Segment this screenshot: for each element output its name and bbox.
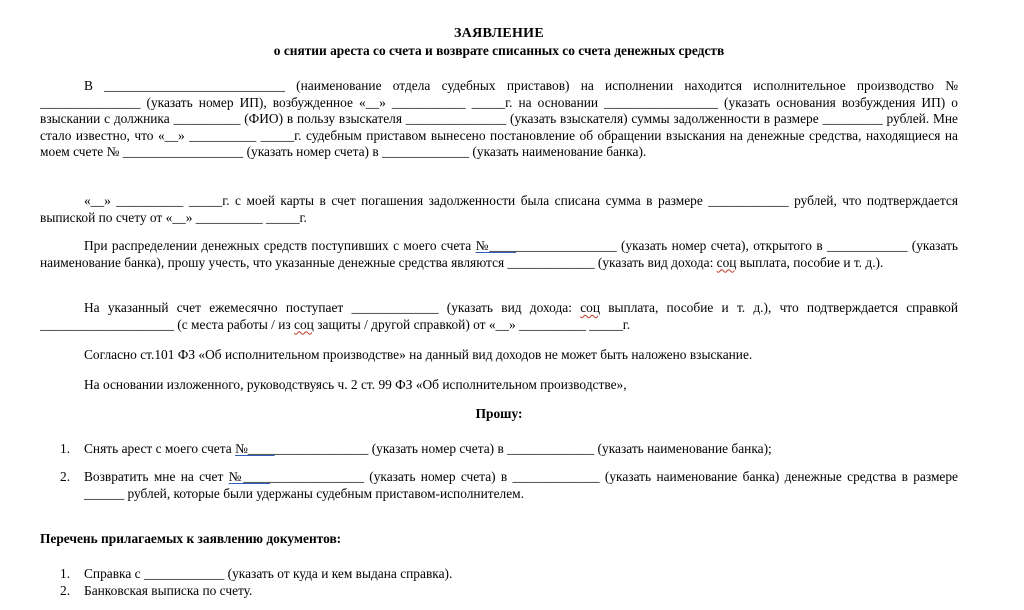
- account-number-field: №____: [475, 238, 517, 253]
- request-text-b: ______________ (указать номер счета) в _____________ (указать наименование банка);: [274, 441, 772, 456]
- list-number: 1.: [60, 441, 71, 456]
- p4-text-c: защиты / другой справкой) от «__» __________ _____г.: [313, 316, 631, 332]
- account-number-field: №____: [235, 441, 275, 456]
- request-item: [60, 469, 958, 502]
- paragraph-grounds: На основании изложенного, руководствуясь ч. 2 ст. 99 ФЗ «Об исполнительном производстве»,: [84, 377, 627, 392]
- account-number-field: №____: [228, 469, 271, 484]
- document-subtitle: о снятии ареста со счета и возврате списанных со счета денежных средств: [273, 43, 725, 58]
- request-text-b: ______________ (указать номер счета) в _____________ (указать наименование банка) денежные средства в размере ______ рублей, которые были удержаны судебным приставом-исполнителем.: [84, 469, 958, 501]
- attachments-heading: Перечень прилагаемых к заявлению документов:: [40, 531, 342, 546]
- p4-text-b: выплата, пособие и т. д.), что подтверждается справкой ____________________ (с места работы / из: [40, 300, 958, 332]
- attachment-text: Справка с ____________ (указать от куда и кем выдана справка).: [84, 566, 453, 581]
- p4-text-a: На указанный счет ежемесячно поступает _____________ (указать вид дохода:: [84, 300, 581, 315]
- attachment-item: [60, 583, 958, 600]
- attachment-item: [60, 566, 958, 583]
- paragraph-enforcement-proceedings: В ___________________________ (наименование отдела судебных приставов) на исполнении находится исполнительное производство № _______________ (указать номер ИП), возбужденное «__» ___________ _____г. на основании _________________ (указать основания возбуждения ИП) о взыскании с должника __________ (ФИО) в пользу взыскателя _______________ (указать взыскателя) суммы задолженности в размере _________ рублей. Мне стало известно, что «__» __________ _____г. судебным приставом вынесено постановление об обращении взыскания на денежные средства, находящиеся на моем счете № __________________ (указать номер счета) в _____________ (указать наименование банка).: [40, 78, 958, 159]
- attachment-text: Банковская выписка по счету.: [84, 583, 253, 598]
- request-item: [60, 441, 958, 458]
- document-title: ЗАЯВЛЕНИЕ: [453, 26, 544, 41]
- paragraph-monthly-income: [40, 300, 958, 333]
- p3-text-c: выплата, пособие и т. д.).: [736, 254, 884, 270]
- request-heading: Прошу:: [475, 406, 523, 421]
- spellcheck-word: соц: [580, 300, 600, 315]
- list-number: 2.: [60, 469, 71, 484]
- paragraph-debit-info: «__» __________ _____г. с моей карты в счет погашения задолженности была списана сумма в размере ____________ рублей, что подтверждается выпиской по счету от «__» __________ _____г.: [40, 193, 958, 225]
- spellcheck-word: соц: [716, 254, 737, 270]
- request-text-a: Возвратить мне на счет: [84, 469, 229, 484]
- paragraph-funds-distribution: [40, 238, 958, 271]
- spellcheck-word: соц: [294, 316, 314, 332]
- p3-text-b: _______________ (указать номер счета), открытого в ____________ (указать наименование банка), прошу учесть, что указанные денежные средства являются _____________ (указать вид дохода:: [40, 238, 959, 270]
- paragraph-law-reference: Согласно ст.101 ФЗ «Об исполнительном производстве» на данный вид доходов не может быть наложено взыскание.: [84, 347, 753, 362]
- p3-text-a: При распределении денежных средств поступивших с моего счета: [84, 238, 476, 253]
- request-text-a: Снять арест с моего счета: [84, 441, 236, 456]
- list-number: 2.: [60, 583, 71, 598]
- list-number: 1.: [60, 566, 71, 581]
